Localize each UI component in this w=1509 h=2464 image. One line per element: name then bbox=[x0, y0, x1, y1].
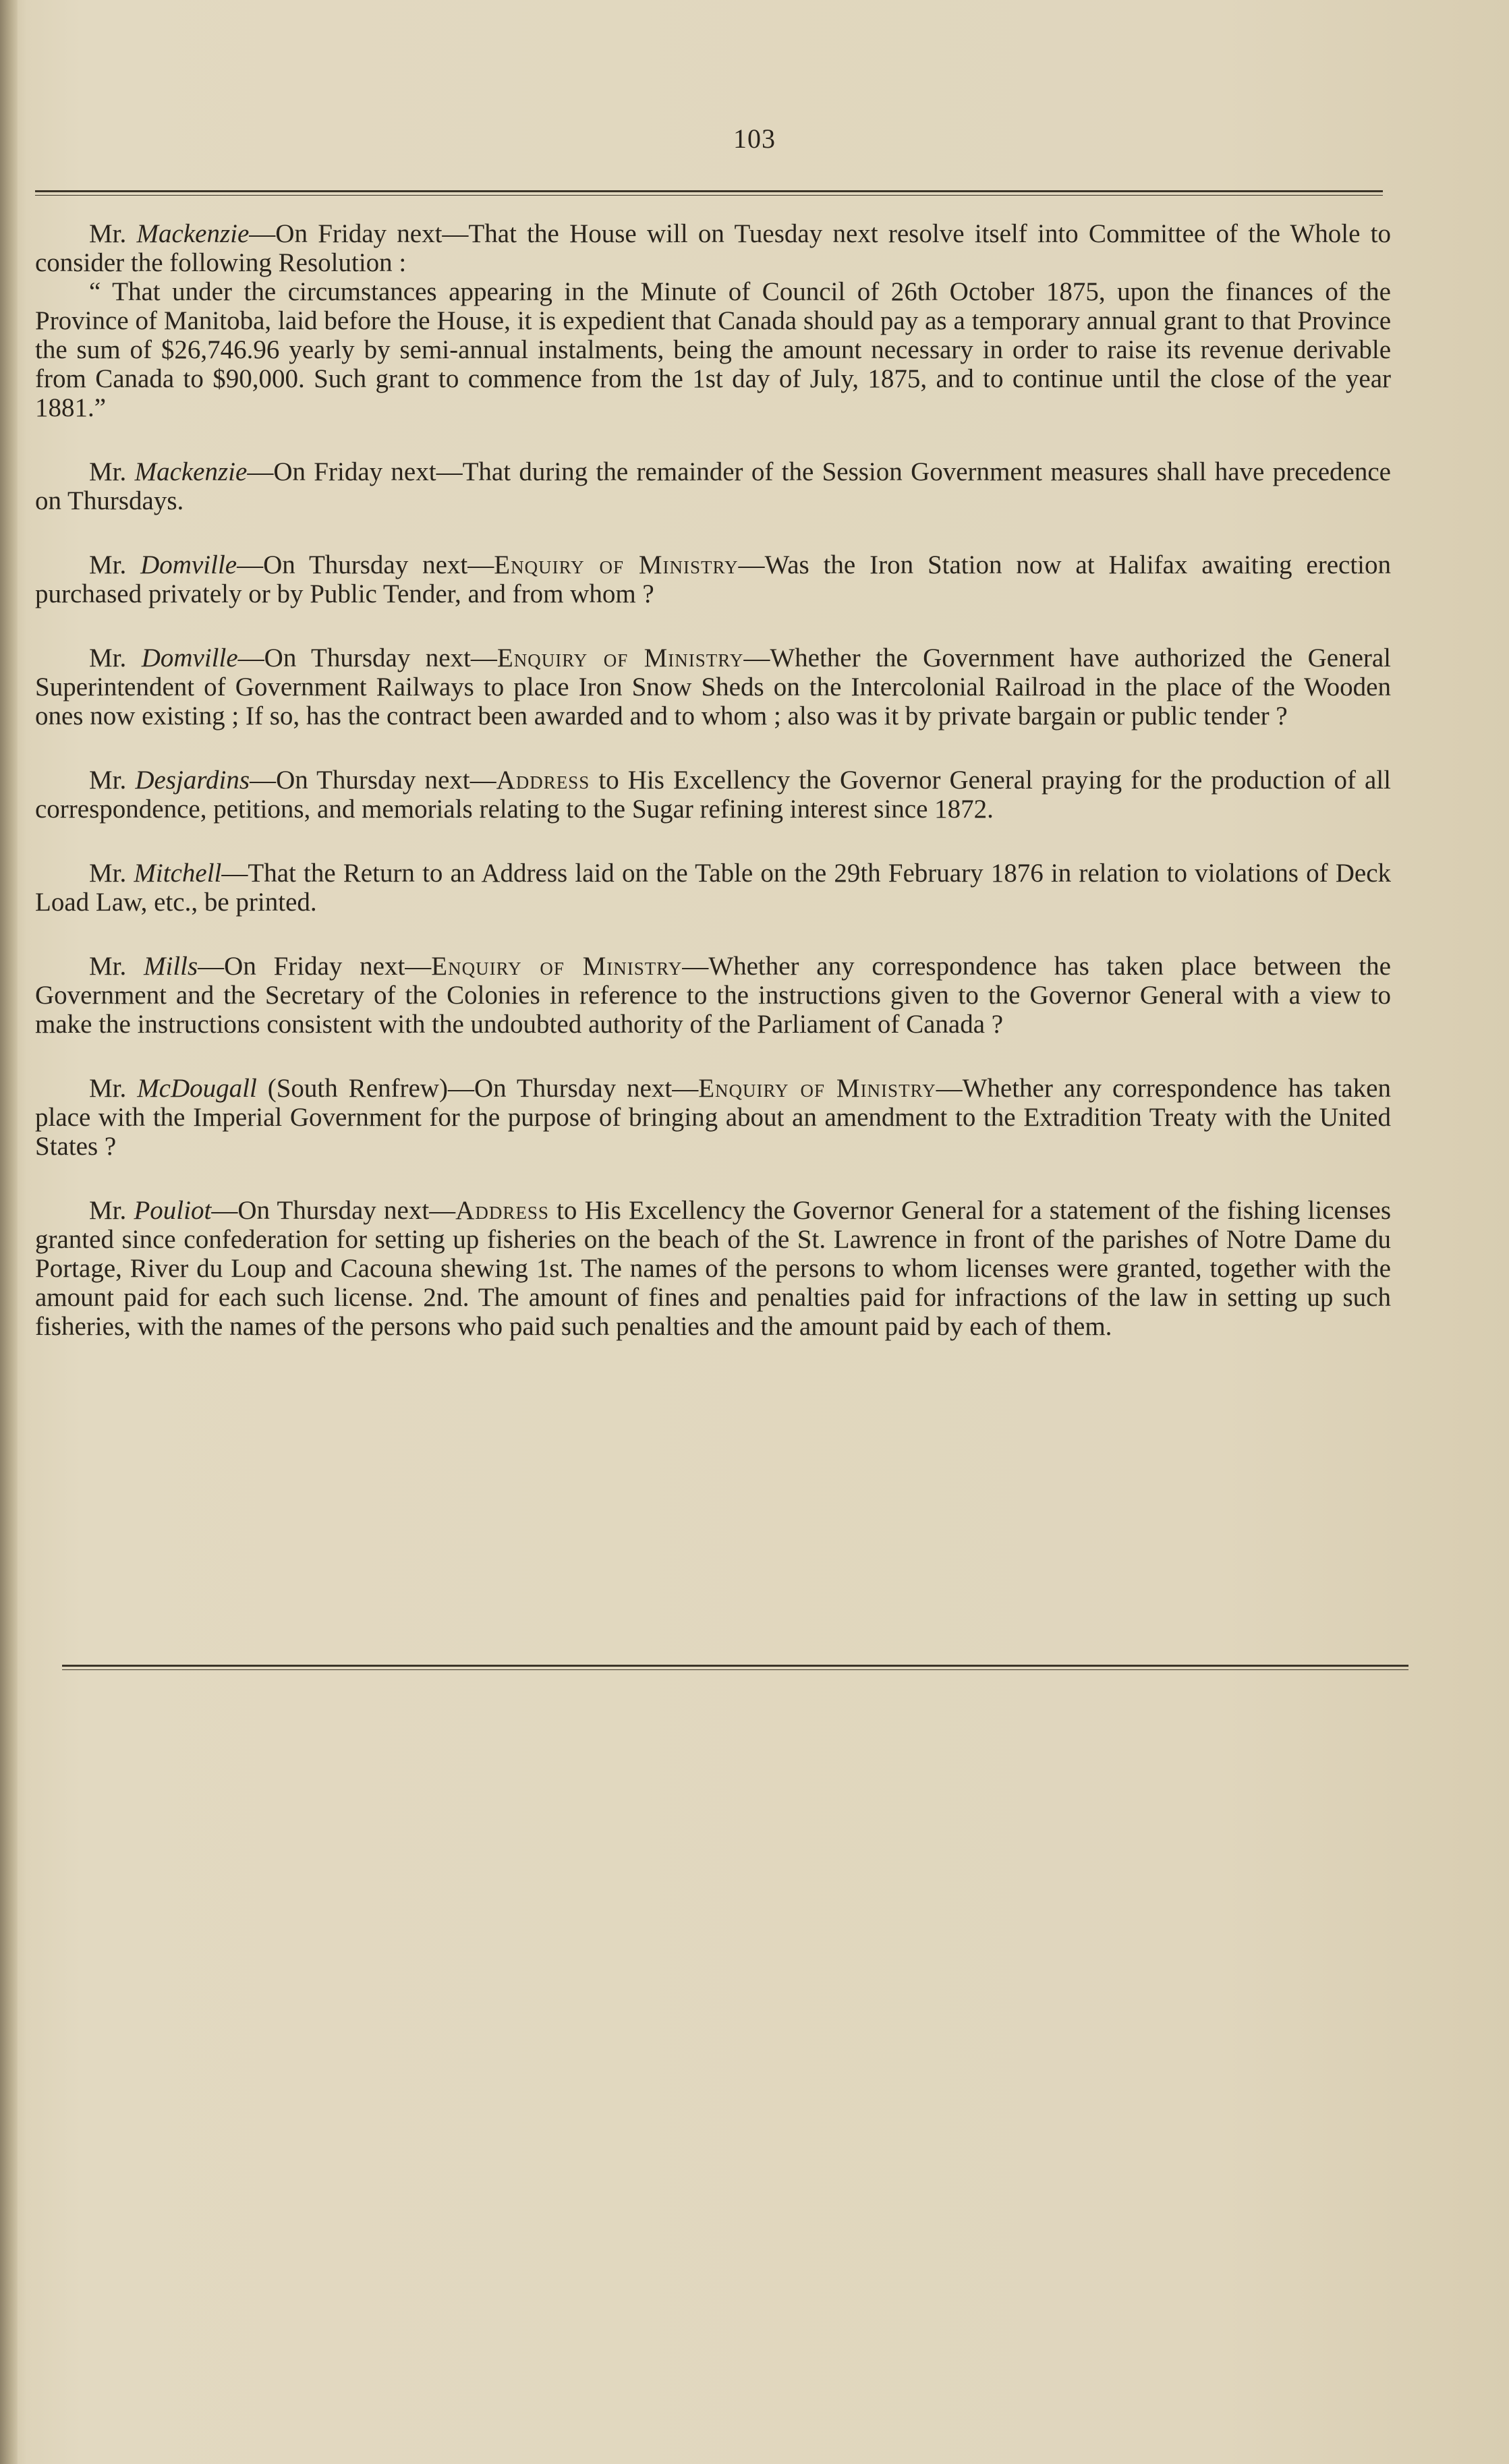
footer-rule bbox=[62, 1665, 1408, 1670]
notice-domville-snow-sheds bbox=[35, 643, 1391, 730]
notice-text: Mr. Pouliot—On Thursday next—Address to His Excellency the Governor General for a statement of the fishing licenses granted since confederation for setting up fisheries on the beach of the St. Lawrence in front of the parishes of Notre Dame du Portage, River du Loup and Cacouna shewing 1st. The names of the persons to whom licenses were granted, together with the amount paid for each such license. 2nd. The amount of fines and penalties paid for infractions of the law in setting up such fisheries, with the names of the persons who paid such penalties and the amount paid by each of them. bbox=[35, 1196, 1392, 1341]
mover-name: Pouliot bbox=[134, 1196, 212, 1225]
header-rule bbox=[35, 190, 1383, 196]
mover-name: Domville bbox=[140, 550, 237, 579]
notice-pouliot-fishing bbox=[35, 1196, 1391, 1341]
motion-type: Enquiry of Ministry bbox=[494, 550, 739, 579]
mover-name: Mackenzie bbox=[136, 219, 250, 248]
notice-text: Mr. Mitchell—That the Return to an Address laid on the Table on the 29th February 1876 in relation to violations of Deck Load Law, etc., be printed. bbox=[35, 859, 1392, 917]
mover-name: Mills bbox=[144, 952, 198, 981]
binding-gutter bbox=[0, 0, 18, 2464]
notice-desjardins-sugar bbox=[35, 766, 1391, 824]
motion-type: Enquiry of Ministry bbox=[698, 1074, 936, 1103]
notice-text: Mr. Desjardins—On Thursday next—Address to His Excellency the Governor General praying for the production of all correspondence, petitions, and memorials relating to the Sugar refining interest since 1872. bbox=[35, 766, 1391, 824]
notice-text: Mr. Domville—On Thursday next—Enquiry of Ministry—Was the Iron Station now at Halifax awaiting erection purchased privately or by Public Tender, and from whom ? bbox=[35, 550, 1391, 608]
motion-type: Address bbox=[496, 766, 590, 795]
notice-text: Mr. Mackenzie—On Friday next—That during the remainder of the Session Government measures shall have precedence on Thursdays. bbox=[35, 457, 1391, 515]
mover-name: Desjardins bbox=[135, 766, 250, 795]
notice-text: Mr. Domville—On Thursday next—Enquiry of Ministry—Whether the Government have authorized the General Superintendent of Government Railways to place Iron Snow Sheds on the Intercolonial Railroad in the place of the Wooden ones now existing ; If so, has the contract been awarded and to whom ; also was it by private bargain or public tender ? bbox=[35, 643, 1392, 730]
notice-mills-instructions bbox=[35, 952, 1391, 1039]
page-number: 103 bbox=[733, 123, 776, 154]
notice-mcdougall-extradition bbox=[35, 1074, 1391, 1161]
motion-type: Address bbox=[455, 1196, 549, 1225]
mover-name: Domville bbox=[141, 643, 238, 672]
motion-type: Enquiry of Ministry bbox=[496, 643, 744, 672]
notice-mackenzie-resolution bbox=[35, 219, 1391, 422]
notice-mitchell-deck-load bbox=[35, 859, 1391, 917]
notice-text: Mr. McDougall (South Renfrew)—On Thursday next—Enquiry of Ministry—Whether any correspondence has taken place with the Imperial Government for the purpose of bringing about an amendment to the Extradition Treaty with the United States ? bbox=[35, 1074, 1391, 1161]
mover-name: McDougall bbox=[137, 1074, 257, 1103]
resolution-quote: “ That under the circumstances appearing in the Minute of Council of 26th October 1875, upon the finances of the Province of Manitoba, laid before the House, it is expedient that Canada should pay as a temporary annual grant to that Province the sum of $26,746.96 yearly by semi-annual instalments, being the amount necessary in order to raise its revenue derivable from Canada to $90,000. Such grant to commence from the 1st day of July, 1875, and to continue until the close of the year 1881.” bbox=[35, 277, 1391, 422]
notice-domville-iron-station bbox=[35, 550, 1391, 608]
mover-name: Mitchell bbox=[134, 859, 222, 888]
notices-body bbox=[35, 219, 1391, 1376]
mover-name: Mackenzie bbox=[134, 457, 248, 486]
notice-mackenzie-precedence bbox=[35, 457, 1391, 515]
motion-type: Enquiry of Ministry bbox=[431, 952, 683, 981]
notice-text: Mr. Mills—On Friday next—Enquiry of Ministry—Whether any correspondence has taken place between the Government and the Secretary of the Colonies in reference to the instructions given to the Governor General with a view to make the instructions consistent with the undoubted authority of the Parliament of Canada ? bbox=[35, 952, 1391, 1039]
notice-text: Mr. Mackenzie—On Friday next—That the House will on Tuesday next resolve itself into Committee of the Whole to consider the following Resolution : bbox=[35, 219, 1392, 277]
